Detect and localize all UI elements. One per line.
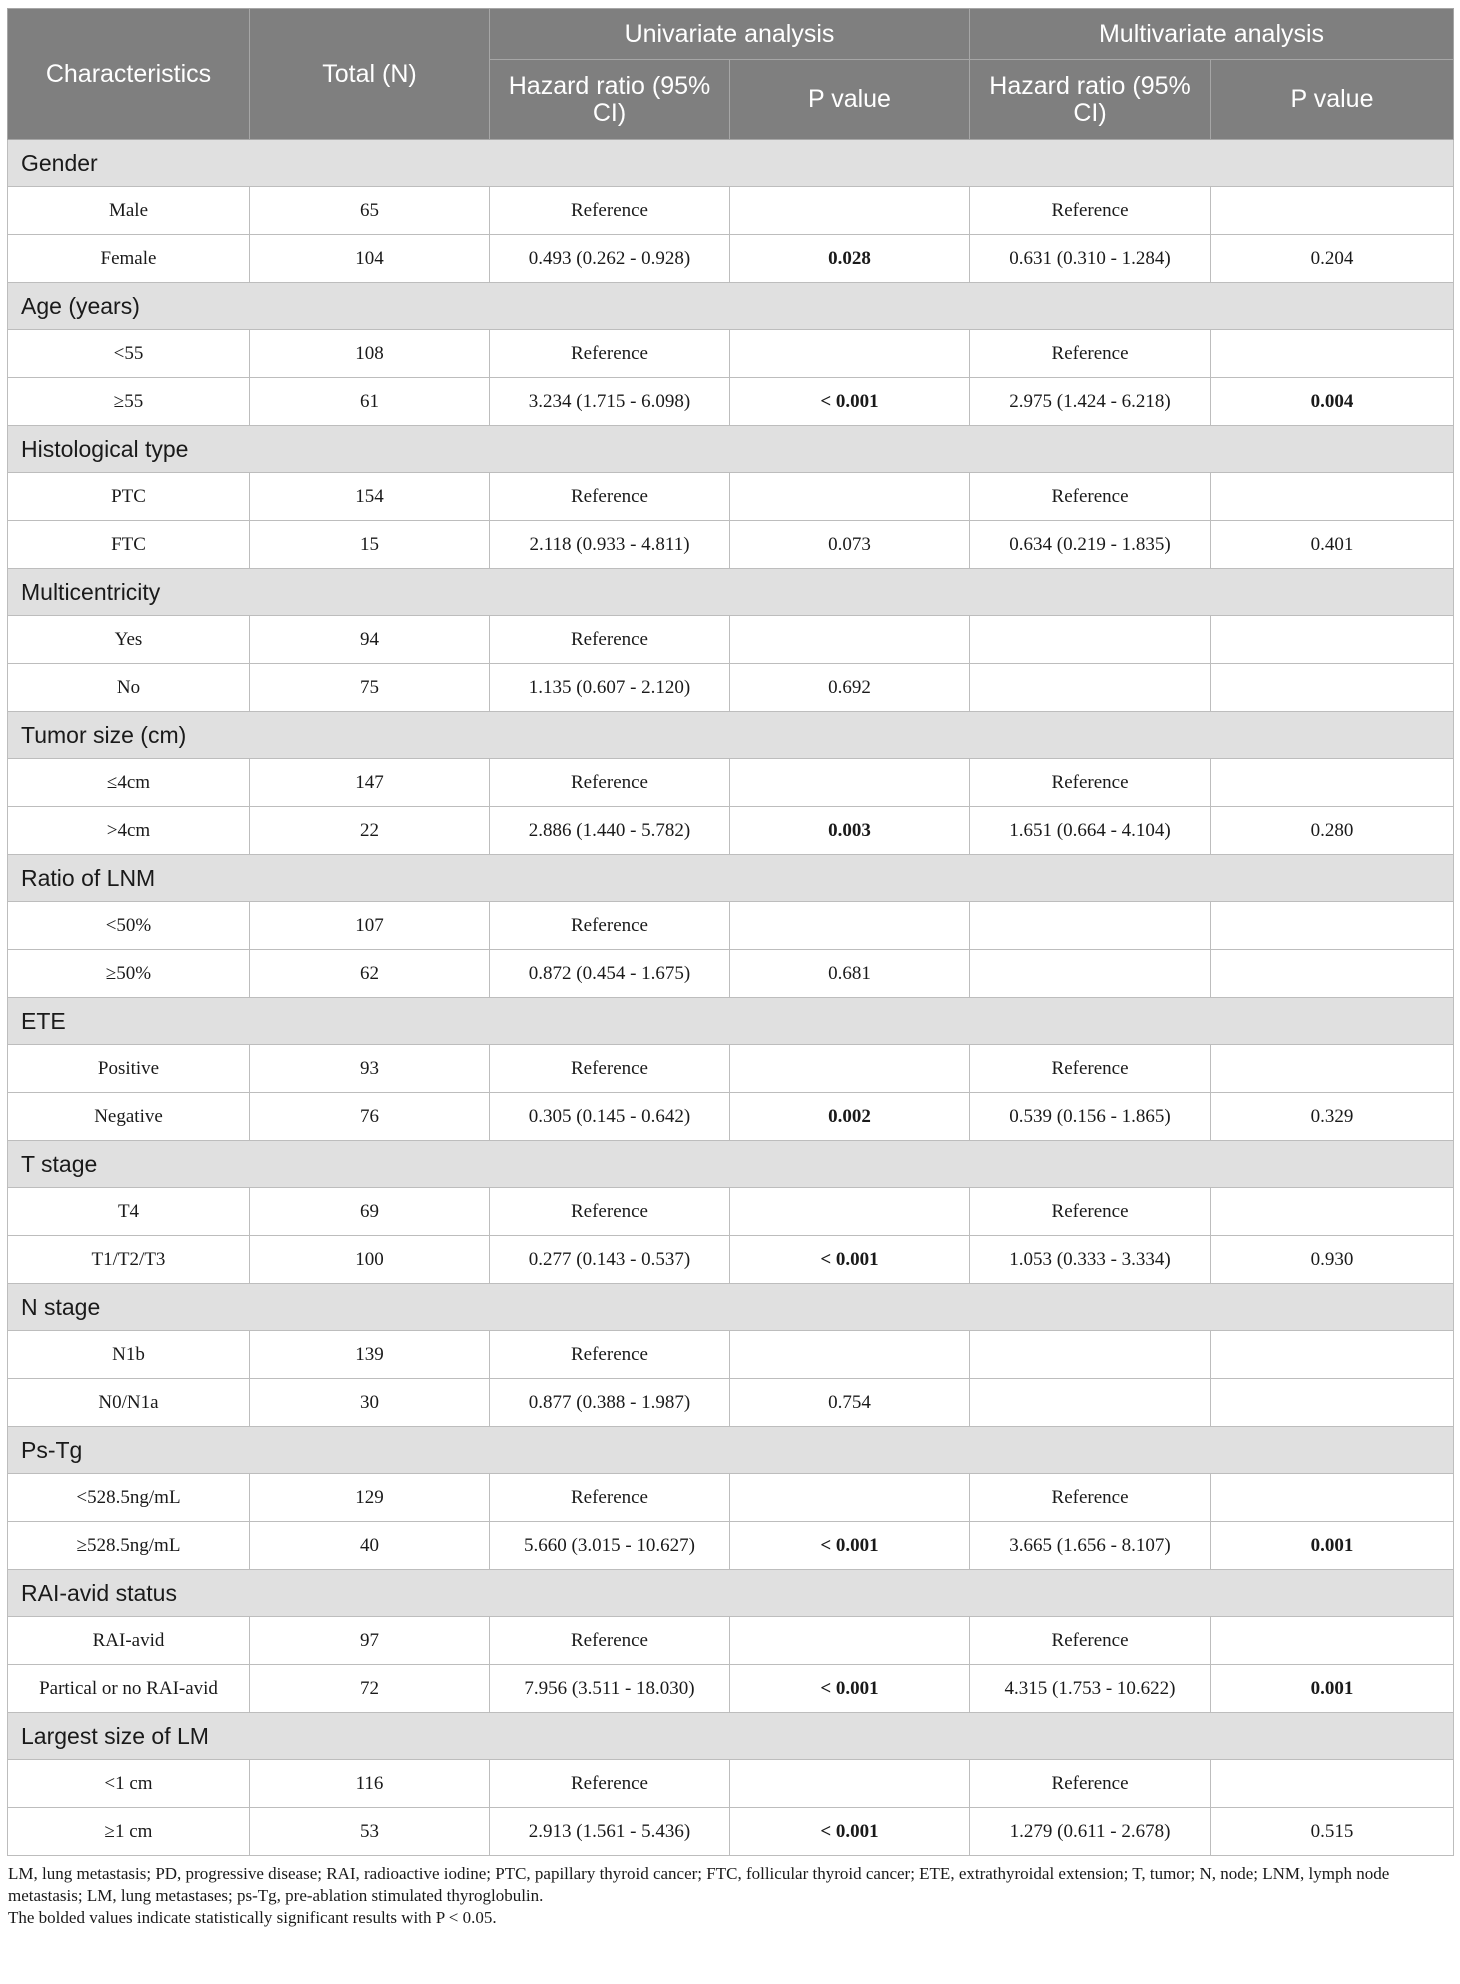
row-multi-p-cell: 0.329 (1211, 1093, 1454, 1141)
row-uni-p-cell (730, 1045, 970, 1093)
table-row (8, 616, 1454, 664)
row-multi-hr-cell (970, 664, 1211, 712)
table-row (8, 330, 1454, 378)
row-uni-p-cell: < 0.001 (730, 1522, 970, 1570)
group-label: Histological type (8, 426, 1454, 473)
row-multi-hr-cell: 1.053 (0.333 - 3.334) (970, 1236, 1211, 1284)
row-name-cell: T4 (8, 1188, 250, 1236)
row-total-cell: 76 (250, 1093, 490, 1141)
table-row (8, 664, 1454, 712)
row-name-cell: Male (8, 187, 250, 235)
row-total-cell: 30 (250, 1379, 490, 1427)
row-name-cell: No (8, 664, 250, 712)
group-row (8, 1427, 1454, 1474)
row-uni-p-cell: < 0.001 (730, 1236, 970, 1284)
row-total-cell: 139 (250, 1331, 490, 1379)
row-uni-hr-cell: 2.118 (0.933 - 4.811) (490, 521, 730, 569)
row-uni-p-cell (730, 1760, 970, 1808)
row-multi-hr-cell: 3.665 (1.656 - 8.107) (970, 1522, 1211, 1570)
row-name-cell: ≤4cm (8, 759, 250, 807)
row-uni-p-cell: 0.681 (730, 950, 970, 998)
table-row (8, 1760, 1454, 1808)
row-multi-hr-cell: Reference (970, 187, 1211, 235)
row-multi-p-cell (1211, 1760, 1454, 1808)
group-row (8, 140, 1454, 187)
row-multi-hr-cell: Reference (970, 1188, 1211, 1236)
row-total-cell: 72 (250, 1665, 490, 1713)
header-total: Total (N) (250, 9, 490, 140)
row-total-cell: 62 (250, 950, 490, 998)
row-multi-p-cell (1211, 1617, 1454, 1665)
table-row (8, 1522, 1454, 1570)
row-total-cell: 108 (250, 330, 490, 378)
row-total-cell: 107 (250, 902, 490, 950)
table-row (8, 1188, 1454, 1236)
row-uni-p-cell: 0.073 (730, 521, 970, 569)
table-row (8, 187, 1454, 235)
row-multi-hr-cell: 1.279 (0.611 - 2.678) (970, 1808, 1211, 1856)
row-multi-p-cell: 0.204 (1211, 235, 1454, 283)
table-row (8, 1045, 1454, 1093)
group-row (8, 426, 1454, 473)
group-label: Ps-Tg (8, 1427, 1454, 1474)
row-multi-hr-cell: Reference (970, 1474, 1211, 1522)
row-multi-hr-cell: 0.631 (0.310 - 1.284) (970, 235, 1211, 283)
row-uni-hr-cell: Reference (490, 616, 730, 664)
row-multi-p-cell (1211, 330, 1454, 378)
row-name-cell: ≥528.5ng/mL (8, 1522, 250, 1570)
row-multi-p-cell (1211, 616, 1454, 664)
row-name-cell: <528.5ng/mL (8, 1474, 250, 1522)
row-uni-p-cell (730, 187, 970, 235)
footnote-bold-note: The bolded values indicate statistically significant results with P < 0.05. (8, 1908, 497, 1927)
row-name-cell: <1 cm (8, 1760, 250, 1808)
row-total-cell: 61 (250, 378, 490, 426)
group-row (8, 712, 1454, 759)
row-name-cell: RAI-avid (8, 1617, 250, 1665)
row-name-cell: FTC (8, 521, 250, 569)
row-total-cell: 154 (250, 473, 490, 521)
row-name-cell: ≥1 cm (8, 1808, 250, 1856)
row-multi-p-cell: 0.401 (1211, 521, 1454, 569)
row-multi-p-cell (1211, 664, 1454, 712)
row-uni-hr-cell: Reference (490, 1760, 730, 1808)
row-uni-p-cell (730, 1617, 970, 1665)
group-row (8, 283, 1454, 330)
row-multi-p-cell (1211, 759, 1454, 807)
row-uni-p-cell: < 0.001 (730, 1808, 970, 1856)
group-row (8, 1141, 1454, 1188)
row-multi-hr-cell (970, 616, 1211, 664)
group-row (8, 1284, 1454, 1331)
group-label: Age (years) (8, 283, 1454, 330)
row-multi-hr-cell (970, 1379, 1211, 1427)
row-multi-p-cell (1211, 1045, 1454, 1093)
table-row (8, 1331, 1454, 1379)
row-name-cell: N1b (8, 1331, 250, 1379)
row-multi-p-cell (1211, 950, 1454, 998)
row-name-cell: Yes (8, 616, 250, 664)
row-uni-p-cell: 0.754 (730, 1379, 970, 1427)
row-uni-p-cell: 0.002 (730, 1093, 970, 1141)
row-name-cell: ≥50% (8, 950, 250, 998)
group-row (8, 569, 1454, 616)
row-uni-hr-cell: 2.913 (1.561 - 5.436) (490, 1808, 730, 1856)
row-uni-p-cell (730, 616, 970, 664)
row-total-cell: 104 (250, 235, 490, 283)
row-total-cell: 15 (250, 521, 490, 569)
row-total-cell: 97 (250, 1617, 490, 1665)
group-label: Tumor size (cm) (8, 712, 1454, 759)
table-row (8, 759, 1454, 807)
row-name-cell: >4cm (8, 807, 250, 855)
header-uni-hazard-ratio: Hazard ratio (95% CI) (490, 60, 730, 140)
group-label: Ratio of LNM (8, 855, 1454, 902)
row-uni-p-cell (730, 1474, 970, 1522)
group-label: Multicentricity (8, 569, 1454, 616)
row-uni-hr-cell: 0.277 (0.143 - 0.537) (490, 1236, 730, 1284)
row-multi-p-cell: 0.001 (1211, 1665, 1454, 1713)
row-uni-hr-cell: Reference (490, 1617, 730, 1665)
row-multi-hr-cell: 0.539 (0.156 - 1.865) (970, 1093, 1211, 1141)
row-uni-hr-cell: Reference (490, 187, 730, 235)
row-multi-p-cell (1211, 1188, 1454, 1236)
row-uni-hr-cell: 2.886 (1.440 - 5.782) (490, 807, 730, 855)
row-total-cell: 53 (250, 1808, 490, 1856)
row-uni-hr-cell: 5.660 (3.015 - 10.627) (490, 1522, 730, 1570)
row-uni-hr-cell: Reference (490, 473, 730, 521)
row-uni-hr-cell: 0.872 (0.454 - 1.675) (490, 950, 730, 998)
header-multi-hazard-ratio: Hazard ratio (95% CI) (970, 60, 1211, 140)
row-multi-p-cell: 0.930 (1211, 1236, 1454, 1284)
row-uni-hr-cell: Reference (490, 759, 730, 807)
row-multi-p-cell: 0.515 (1211, 1808, 1454, 1856)
row-uni-p-cell: 0.003 (730, 807, 970, 855)
group-row (8, 855, 1454, 902)
row-multi-hr-cell (970, 1331, 1211, 1379)
row-multi-hr-cell: Reference (970, 1617, 1211, 1665)
row-uni-hr-cell: Reference (490, 1474, 730, 1522)
table-row (8, 1808, 1454, 1856)
footnote-abbreviations: LM, lung metastasis; PD, progressive disease; RAI, radioactive iodine; PTC, papillary thyroid cancer; FTC, follicular thyroid cancer; ETE, extrathyroidal extension; T, tumor; N, node; LNM, lymph node metastasis; LM, lung metastases; ps-Tg, pre-ablation stimulated thyroglobulin. (8, 1864, 1390, 1905)
group-label: T stage (8, 1141, 1454, 1188)
row-multi-p-cell (1211, 1331, 1454, 1379)
header-characteristics: Characteristics (8, 9, 250, 140)
row-total-cell: 100 (250, 1236, 490, 1284)
group-row (8, 1713, 1454, 1760)
table-header (8, 9, 1454, 140)
row-total-cell: 69 (250, 1188, 490, 1236)
group-row (8, 1570, 1454, 1617)
row-uni-p-cell (730, 902, 970, 950)
row-uni-p-cell (730, 1188, 970, 1236)
row-uni-p-cell: < 0.001 (730, 378, 970, 426)
row-name-cell: Positive (8, 1045, 250, 1093)
row-multi-hr-cell (970, 902, 1211, 950)
row-uni-hr-cell: Reference (490, 1045, 730, 1093)
row-multi-hr-cell: Reference (970, 473, 1211, 521)
row-total-cell: 65 (250, 187, 490, 235)
row-name-cell: N0/N1a (8, 1379, 250, 1427)
row-uni-p-cell: < 0.001 (730, 1665, 970, 1713)
table-row (8, 950, 1454, 998)
group-label: ETE (8, 998, 1454, 1045)
row-total-cell: 116 (250, 1760, 490, 1808)
row-uni-p-cell: 0.028 (730, 235, 970, 283)
group-label: Gender (8, 140, 1454, 187)
row-multi-p-cell (1211, 1474, 1454, 1522)
row-multi-p-cell: 0.280 (1211, 807, 1454, 855)
table-row (8, 1236, 1454, 1284)
row-name-cell: Negative (8, 1093, 250, 1141)
table-row (8, 473, 1454, 521)
row-uni-hr-cell: Reference (490, 1331, 730, 1379)
row-multi-hr-cell: 4.315 (1.753 - 10.622) (970, 1665, 1211, 1713)
hazard-ratio-table (7, 8, 1454, 1856)
row-multi-hr-cell: 2.975 (1.424 - 6.218) (970, 378, 1211, 426)
row-multi-p-cell (1211, 187, 1454, 235)
table-container (7, 8, 1453, 1929)
table-row (8, 1617, 1454, 1665)
table-row (8, 902, 1454, 950)
table-row (8, 521, 1454, 569)
row-name-cell: Partical or no RAI-avid (8, 1665, 250, 1713)
table-row (8, 1665, 1454, 1713)
header-univariate: Univariate analysis (490, 9, 970, 60)
row-multi-hr-cell: 0.634 (0.219 - 1.835) (970, 521, 1211, 569)
row-uni-p-cell (730, 330, 970, 378)
row-multi-p-cell (1211, 1379, 1454, 1427)
row-multi-p-cell: 0.001 (1211, 1522, 1454, 1570)
row-uni-hr-cell: 0.877 (0.388 - 1.987) (490, 1379, 730, 1427)
table-row (8, 378, 1454, 426)
row-name-cell: PTC (8, 473, 250, 521)
row-uni-hr-cell: 0.305 (0.145 - 0.642) (490, 1093, 730, 1141)
group-row (8, 998, 1454, 1045)
row-name-cell: T1/T2/T3 (8, 1236, 250, 1284)
row-uni-p-cell (730, 759, 970, 807)
row-multi-hr-cell: Reference (970, 330, 1211, 378)
row-multi-p-cell (1211, 473, 1454, 521)
row-uni-hr-cell: Reference (490, 330, 730, 378)
header-multivariate: Multivariate analysis (970, 9, 1454, 60)
group-label: RAI-avid status (8, 1570, 1454, 1617)
row-name-cell: ≥55 (8, 378, 250, 426)
header-uni-p-value: P value (730, 60, 970, 140)
row-uni-hr-cell: 0.493 (0.262 - 0.928) (490, 235, 730, 283)
table-footnote (7, 1863, 1453, 1929)
group-label: Largest size of LM (8, 1713, 1454, 1760)
row-multi-hr-cell: Reference (970, 1045, 1211, 1093)
row-uni-hr-cell: Reference (490, 902, 730, 950)
row-name-cell: <50% (8, 902, 250, 950)
row-total-cell: 129 (250, 1474, 490, 1522)
row-uni-hr-cell: 3.234 (1.715 - 6.098) (490, 378, 730, 426)
row-multi-p-cell: 0.004 (1211, 378, 1454, 426)
row-multi-hr-cell: Reference (970, 1760, 1211, 1808)
row-multi-p-cell (1211, 902, 1454, 950)
table-row (8, 235, 1454, 283)
header-multi-p-value: P value (1211, 60, 1454, 140)
row-uni-hr-cell: 1.135 (0.607 - 2.120) (490, 664, 730, 712)
row-name-cell: Female (8, 235, 250, 283)
table-body (8, 140, 1454, 1856)
row-uni-p-cell (730, 473, 970, 521)
row-uni-hr-cell: Reference (490, 1188, 730, 1236)
row-name-cell: <55 (8, 330, 250, 378)
row-multi-hr-cell (970, 950, 1211, 998)
row-total-cell: 40 (250, 1522, 490, 1570)
row-total-cell: 147 (250, 759, 490, 807)
row-uni-hr-cell: 7.956 (3.511 - 18.030) (490, 1665, 730, 1713)
row-uni-p-cell (730, 1331, 970, 1379)
row-total-cell: 75 (250, 664, 490, 712)
group-label: N stage (8, 1284, 1454, 1331)
table-row (8, 1474, 1454, 1522)
table-row (8, 807, 1454, 855)
row-uni-p-cell: 0.692 (730, 664, 970, 712)
row-total-cell: 22 (250, 807, 490, 855)
table-row (8, 1379, 1454, 1427)
row-total-cell: 94 (250, 616, 490, 664)
row-multi-hr-cell: 1.651 (0.664 - 4.104) (970, 807, 1211, 855)
table-row (8, 1093, 1454, 1141)
row-total-cell: 93 (250, 1045, 490, 1093)
row-multi-hr-cell: Reference (970, 759, 1211, 807)
